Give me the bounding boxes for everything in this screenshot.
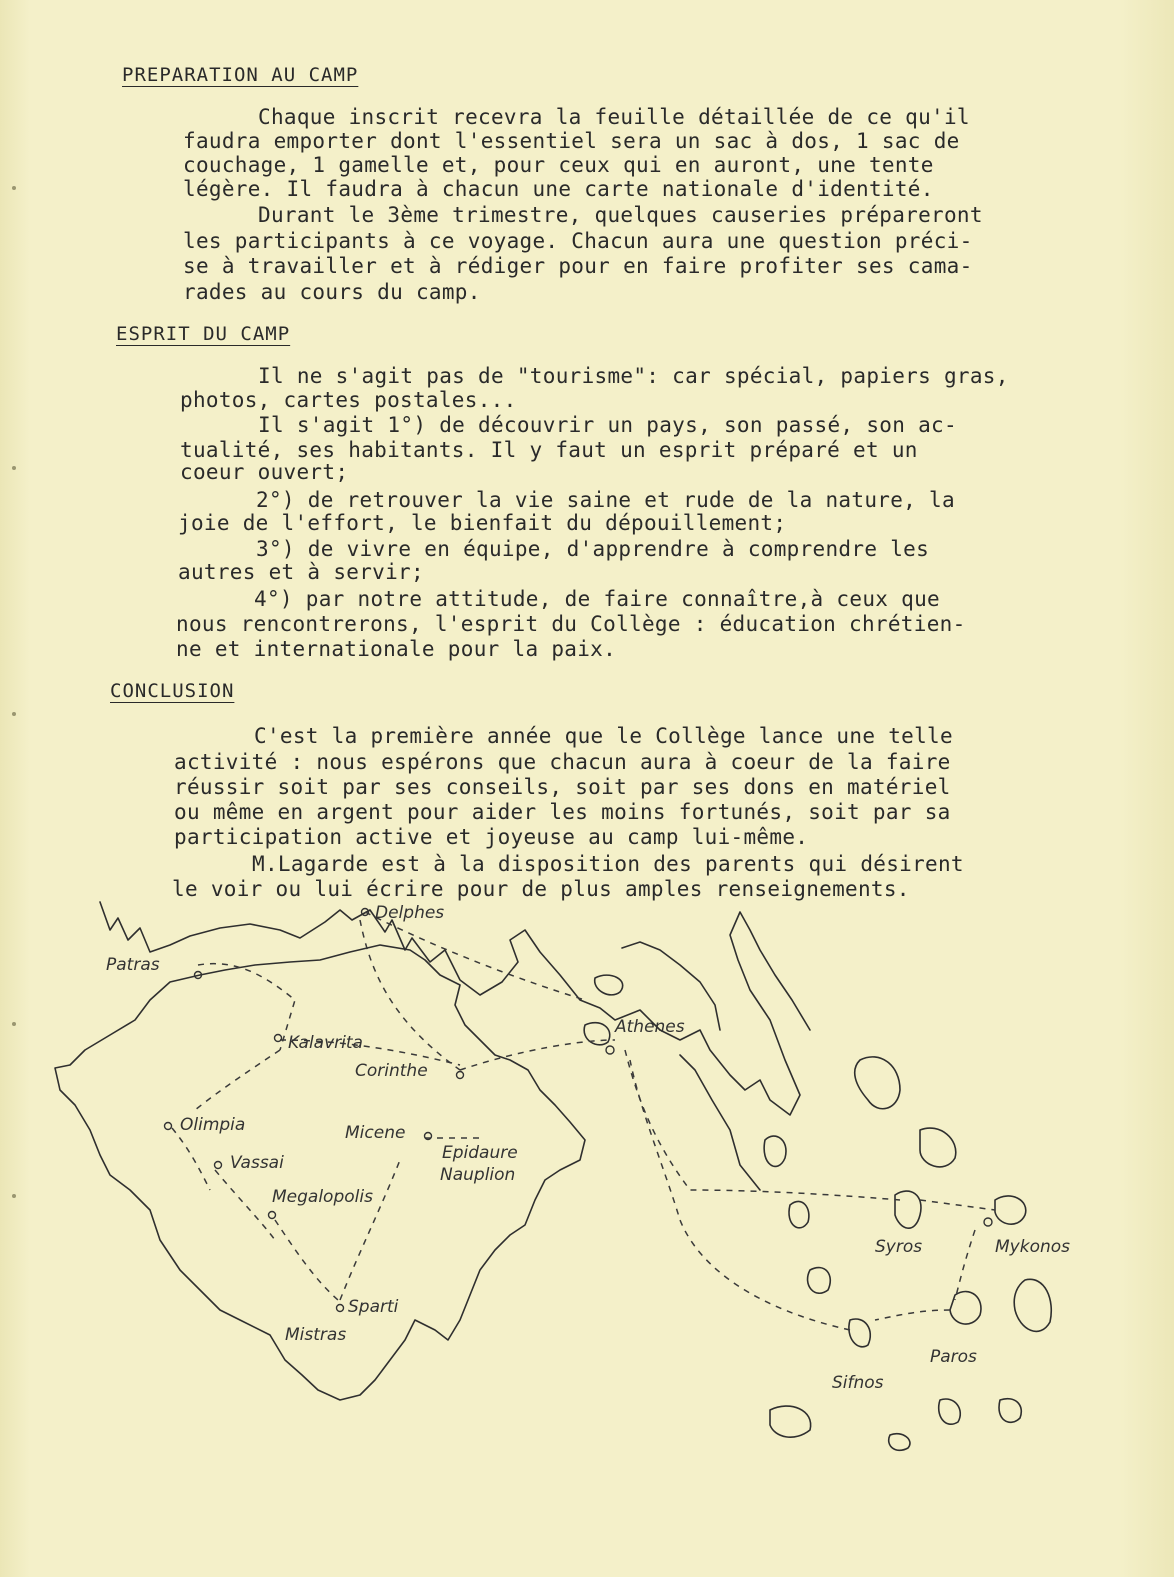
marker-athenes <box>606 1046 614 1054</box>
section-heading-esprit: ESPRIT DU CAMP <box>116 323 291 345</box>
paragraph-line: Il s'agit 1°) de découvrir un pays, son passé, son ac- <box>258 413 957 437</box>
route-kalavrita-olimpia <box>195 1050 280 1110</box>
place-label-syros: Syros <box>875 1237 923 1257</box>
place-label-corinthe: Corinthe <box>355 1061 428 1081</box>
paragraph-line: couchage, 1 gamelle et, pour ceux qui en auront, une tente <box>183 153 934 177</box>
paragraph-line: photos, cartes postales... <box>180 388 517 412</box>
paragraph-line: légère. Il faudra à chacun une carte nationale d'identité. <box>183 177 934 201</box>
route-syros-mykonos <box>920 1200 995 1210</box>
route-corinthe-athenes <box>460 1040 615 1070</box>
paragraph-line: ou même en argent pour aider les moins fortunés, soit par sa <box>174 800 951 824</box>
route-delphes-athenes <box>365 912 585 1000</box>
place-label-epidaure: Epidaure <box>442 1143 518 1163</box>
place-label-olimpia: Olimpia <box>180 1115 246 1135</box>
island-sifnos <box>849 1319 870 1347</box>
margin-mark <box>12 466 16 470</box>
paragraph-line: autres et à servir; <box>178 560 424 584</box>
marker-vassai <box>215 1162 222 1169</box>
island-amorgos <box>999 1399 1021 1423</box>
marker-kalavrita <box>275 1035 282 1042</box>
coastline-euboea-east <box>680 1055 760 1190</box>
section-heading-conclusion: CONCLUSION <box>110 680 235 702</box>
place-label-kalavrita: Kalavrita <box>288 1033 363 1053</box>
island-tinos <box>920 1128 956 1167</box>
island-andros <box>855 1057 900 1109</box>
place-label-mistras: Mistras <box>285 1325 347 1345</box>
island-ios <box>939 1399 961 1424</box>
paragraph-line: participation active et joyeuse au camp lui-même. <box>174 825 809 849</box>
paragraph-line: nous rencontrerons, l'esprit du Collège : éducation chrétien- <box>176 612 966 636</box>
place-label-paros: Paros <box>930 1347 977 1367</box>
paragraph-line: 4°) par notre attitude, de faire connaître,à ceux que <box>254 587 940 611</box>
section-heading-preparation: PREPARATION AU CAMP <box>122 64 359 86</box>
margin-mark <box>12 1194 16 1198</box>
island-syros <box>895 1191 921 1228</box>
marker-olimpia <box>165 1123 172 1130</box>
marker-megalopolis <box>269 1212 276 1219</box>
paragraph-line: le voir ou lui écrire pour de plus amples renseignements. <box>172 877 910 901</box>
place-label-sifnos: Sifnos <box>832 1373 884 1393</box>
island-kea <box>764 1136 786 1166</box>
place-label-nauplion: Nauplion <box>440 1165 516 1185</box>
greece-route-map <box>40 890 1110 1490</box>
island-aegina <box>584 1023 610 1045</box>
marker-sparti <box>337 1305 344 1312</box>
margin-mark <box>12 186 16 190</box>
place-label-megalopolis: Megalopolis <box>272 1187 373 1207</box>
route-megalopolis-sparti <box>275 1220 338 1300</box>
route-patras-kalavrita <box>198 964 295 1050</box>
place-label-vassai: Vassai <box>230 1153 284 1173</box>
route-mykonos-paros <box>955 1230 975 1300</box>
paragraph-line: activité : nous espérons que chacun aura à coeur de la faire <box>174 750 951 774</box>
island-thera <box>889 1434 910 1451</box>
paragraph-line: faudra emporter dont l'essentiel sera un sac à dos, 1 sac de <box>183 129 960 153</box>
paragraph-line: se à travailler et à rédiger pour en faire profiter ses cama- <box>183 254 973 278</box>
paragraph-line: Il ne s'agit pas de "tourisme": car spécial, papiers gras, <box>258 364 1009 388</box>
paragraph-line: 2°) de retrouver la vie saine et rude de la nature, la <box>256 488 955 512</box>
place-label-mykonos: Mykonos <box>995 1237 1071 1257</box>
paragraph-line: joie de l'effort, le bienfait du dépouillement; <box>178 511 787 535</box>
paragraph-line: C'est la première année que le Collège lance une telle <box>254 724 953 748</box>
paragraph-line: Chaque inscrit recevra la feuille détaillée de ce qu'il <box>258 105 970 129</box>
route-olimpia-vassai <box>172 1128 210 1190</box>
paragraph-line: les participants à ce voyage. Chacun aura une question préci- <box>183 229 973 253</box>
margin-mark <box>12 1022 16 1026</box>
place-label-micene: Micene <box>345 1123 406 1143</box>
route-vassai-megalopolis <box>215 1170 275 1240</box>
island-salamis <box>595 975 623 995</box>
paragraph-line: coeur ouvert; <box>180 460 349 484</box>
island-milos <box>770 1406 811 1437</box>
island-mykonos <box>995 1196 1026 1224</box>
island-serifos <box>808 1268 831 1294</box>
marker-corinthe <box>457 1072 464 1079</box>
place-label-sparti: Sparti <box>348 1297 399 1317</box>
paragraph-line: ne et internationale pour la paix. <box>176 637 617 661</box>
margin-mark <box>12 712 16 716</box>
island-kythnos <box>789 1201 809 1227</box>
marker-mykonos <box>984 1218 992 1226</box>
paragraph-line: Durant le 3ème trimestre, quelques causeries prépareront <box>258 203 983 227</box>
island-paros <box>950 1292 981 1325</box>
route-sparti-nauplion <box>340 1160 400 1300</box>
paragraph-line: rades au cours du camp. <box>183 280 481 304</box>
paragraph-line: tualité, ses habitants. Il y faut un esprit préparé et un <box>180 438 918 462</box>
paragraph-line: M.Lagarde est à la disposition des parents qui désirent <box>252 852 964 876</box>
place-label-delphes: Delphes <box>375 903 445 923</box>
place-label-athenes: Athenes <box>615 1017 685 1037</box>
route-sifnos-athenes <box>630 1060 850 1330</box>
place-label-patras: Patras <box>106 955 160 975</box>
paragraph-line: 3°) de vivre en équipe, d'apprendre à comprendre les <box>256 537 930 561</box>
coastline-attica <box>660 912 810 1115</box>
route-paros-sifnos <box>875 1310 950 1320</box>
paragraph-line: réussir soit par ses conseils, soit par ses dons en matériel <box>174 775 951 799</box>
island-naxos <box>1014 1279 1051 1331</box>
